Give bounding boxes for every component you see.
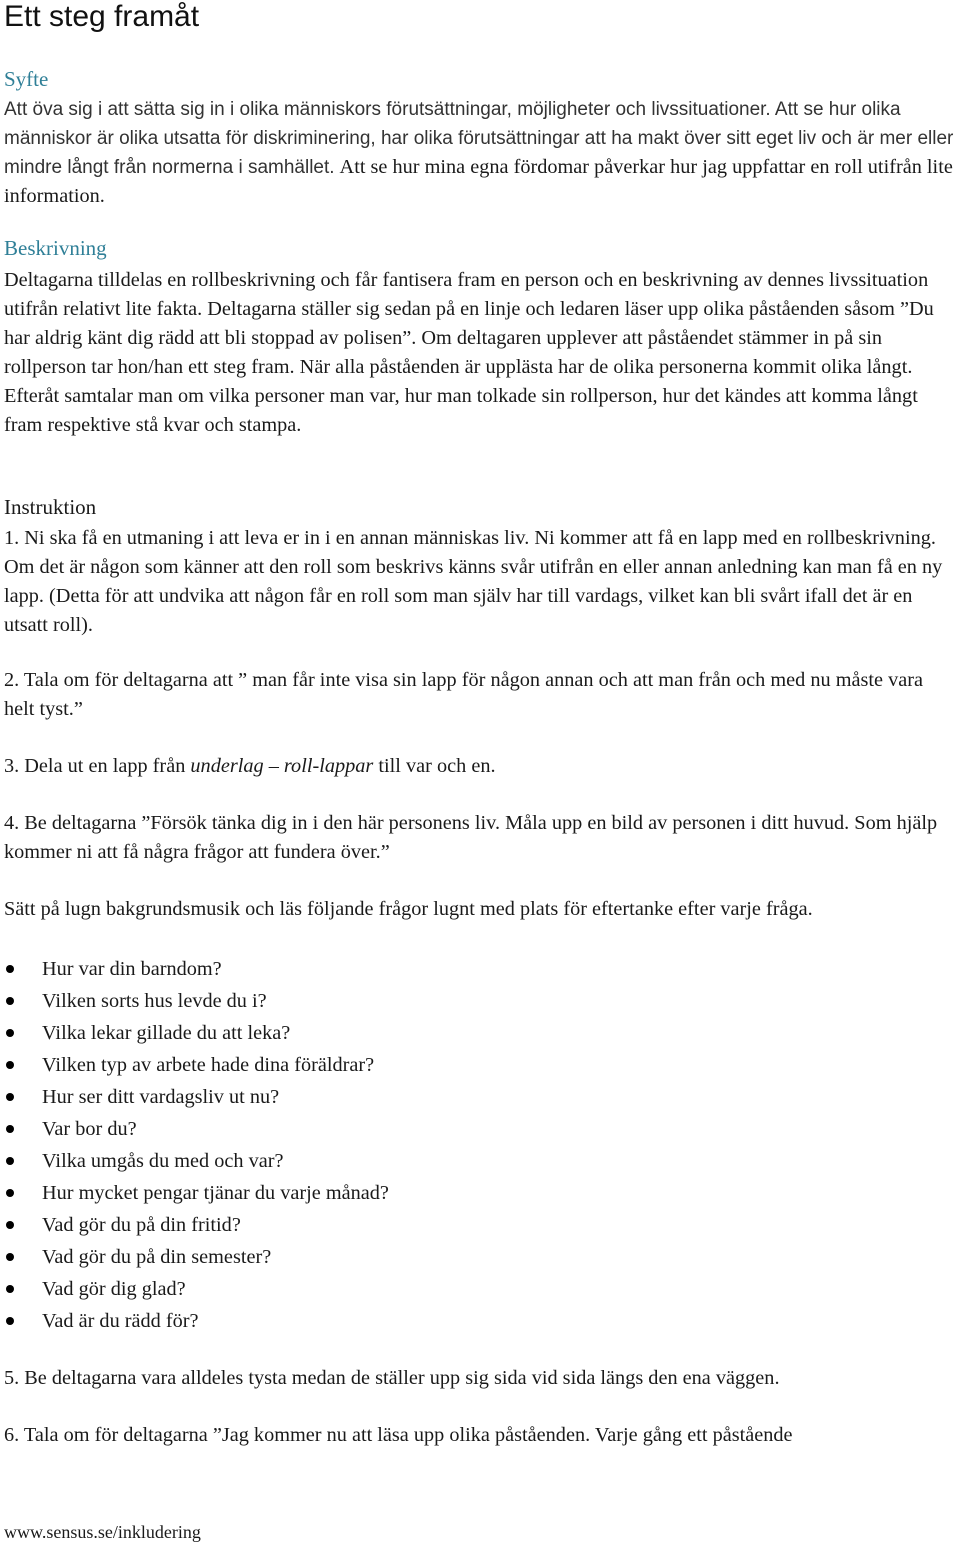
instruktion-step-4: 4. Be deltagarna ”Försök tänka dig in i den här personens liv. Måla upp en bild av personen i ditt huvud. Som hjälp kommer ni att få några frågor att fundera över.”: [4, 812, 938, 863]
list-item: Hur mycket pengar tjänar du varje månad?: [0, 1177, 389, 1209]
list-item: Vad gör du på din fritid?: [0, 1209, 389, 1241]
bullet-icon: [6, 1221, 14, 1229]
bullet-icon: [6, 997, 14, 1005]
bullet-icon: [6, 1125, 14, 1133]
list-item: Vilka umgås du med och var?: [0, 1145, 389, 1177]
instruktion-step-1: 1. Ni ska få en utmaning i att leva er in i en annan människas liv. Ni kommer att få en lapp med en rollbeskrivning. Om det är någon som känner att den roll som beskrivs känns svår utifrån en eller annan anledning kan man få en ny lapp. (Detta för att undvika att någon får en roll som man själv har till vardags, vilket kan bli svårt ifall det är en utsatt roll).: [4, 527, 943, 636]
list-item: Vad är du rädd för?: [0, 1305, 389, 1337]
question-list: [0, 953, 389, 1337]
instruktion-heading: Instruktion: [4, 495, 97, 519]
bullet-icon: [6, 1157, 14, 1165]
list-item: Var bor du?: [0, 1113, 389, 1145]
list-item: Vad gör du på din semester?: [0, 1241, 389, 1273]
list-item: Hur ser ditt vardagsliv ut nu?: [0, 1081, 389, 1113]
list-item: Hur var din barndom?: [0, 953, 389, 985]
bullet-icon: [6, 1029, 14, 1037]
bullet-icon: [6, 965, 14, 973]
bullet-icon: [6, 1253, 14, 1261]
syfte-text-serif: Att se hur mina egna fördomar påverkar hur jag uppfattar en roll utifrån lite information.: [4, 156, 953, 207]
footer-url: www.sensus.se/inkludering: [4, 1522, 201, 1542]
bullet-icon: [6, 1189, 14, 1197]
beskrivning-paragraph: Deltagarna tilldelas en rollbeskrivning och får fantisera fram en person och en beskrivning av dennes livssituation utifrån relativt lite fakta. Deltagarna ställer sig sedan på en linje och ledaren läser upp olika påståenden såsom ”Du har aldrig känt dig rädd att bli stoppad av polisen”. Om deltagaren upplever att påståendet stämmer in på sin rollperson tar hon/han ett steg fram. När alla påståenden är upplästa har de olika personerna kommit olika långt. Efteråt samtalar man om vilka personer man var, hur man tolkade sin rollperson, hur det kändes att komma långt fram respektive stå kvar och stampa.: [4, 269, 934, 436]
instruktion-step-2: 2. Tala om för deltagarna att ” man får inte visa sin lapp för någon annan och att man från och med nu måste vara helt tyst.”: [4, 669, 923, 720]
instruktion-step-6: 6. Tala om för deltagarna ”Jag kommer nu att läsa upp olika påståenden. Varje gång ett påstående: [4, 1424, 793, 1446]
music-note: Sätt på lugn bakgrundsmusik och läs följande frågor lugnt med plats för eftertanke efter varje fråga.: [4, 898, 813, 920]
instruktion-step-5: 5. Be deltagarna vara alldeles tysta medan de ställer upp sig sida vid sida längs den ena väggen.: [4, 1367, 780, 1389]
syfte-heading: Syfte: [4, 67, 49, 91]
bullet-icon: [6, 1061, 14, 1069]
bullet-icon: [6, 1093, 14, 1101]
step-3-suffix: till var och en.: [373, 755, 496, 777]
list-item: Vilken typ av arbete hade dina föräldrar?: [0, 1049, 389, 1081]
beskrivning-heading: Beskrivning: [4, 236, 107, 260]
bullet-icon: [6, 1317, 14, 1325]
syfte-paragraph: [4, 95, 954, 211]
syfte-text-sans: Att öva sig i att sätta sig in i olika människors förutsättningar, möjligheter och livssituationer. Att se hur olika människor är olika utsatta för diskriminering, har olika förutsättningar att ha makt över sitt eget liv och är mer eller mindre långt från normerna i samhället.: [4, 99, 954, 178]
list-item: Vilken sorts hus levde du i?: [0, 985, 389, 1017]
list-item: Vilka lekar gillade du att leka?: [0, 1017, 389, 1049]
instruktion-step-3: [4, 752, 954, 781]
step-3-prefix: 3. Dela ut en lapp från: [4, 755, 191, 777]
step-3-italic: underlag – roll-lappar: [190, 755, 374, 777]
page-title: Ett steg framåt: [4, 0, 200, 33]
bullet-icon: [6, 1285, 14, 1293]
list-item: Vad gör dig glad?: [0, 1273, 389, 1305]
